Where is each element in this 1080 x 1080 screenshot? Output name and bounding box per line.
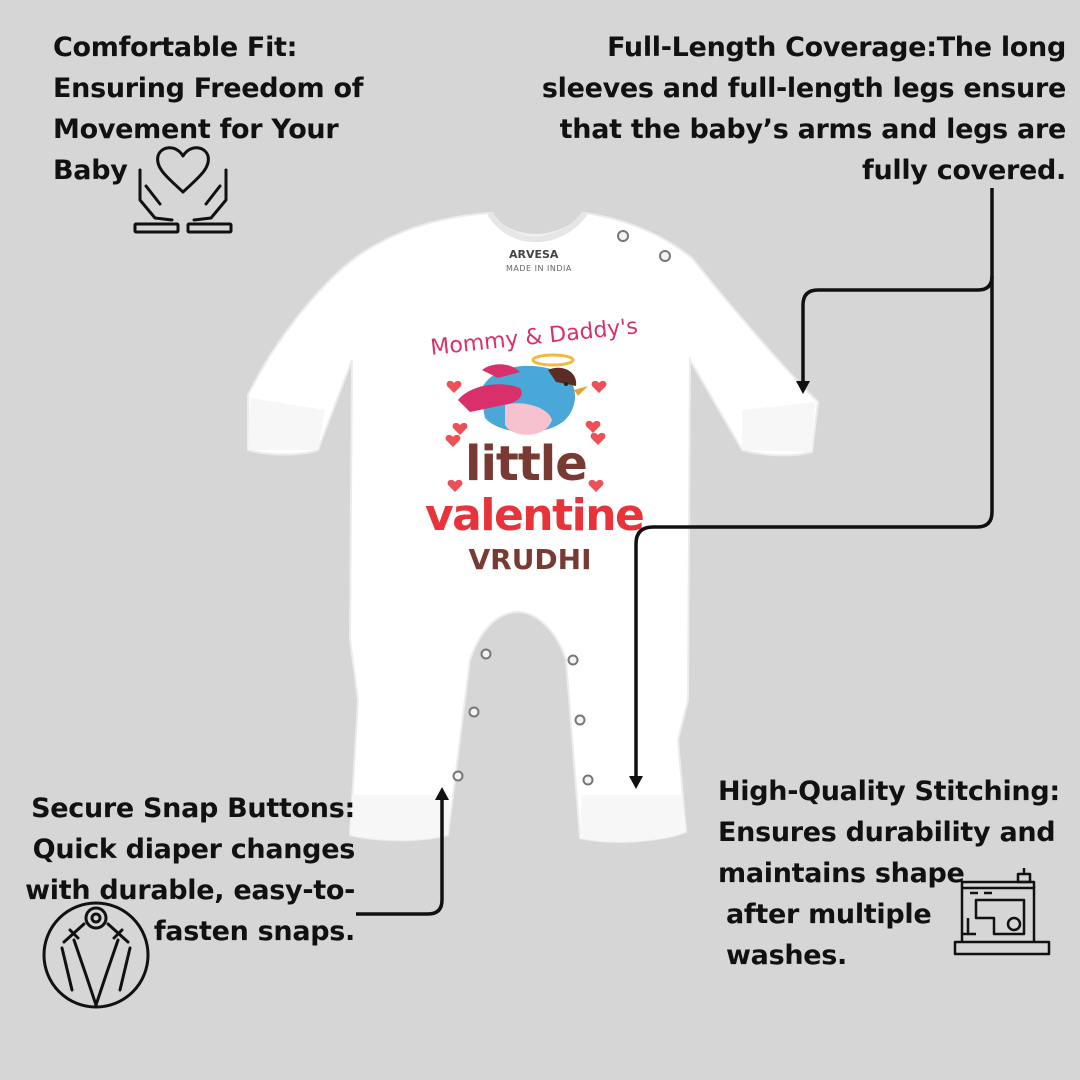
shoulder-snap-1 xyxy=(618,231,628,241)
print-name: VRUDHI xyxy=(468,543,592,576)
coverage-line-1: Full-Length Coverage:The long xyxy=(607,32,1066,63)
comfort-fit-callout xyxy=(53,27,363,191)
print-line3: valentine xyxy=(425,490,644,541)
stitching-line-4: after multiple xyxy=(726,899,932,930)
snaps-line-4: fasten snaps. xyxy=(153,916,355,947)
snaps-line-3: with durable, easy-to- xyxy=(25,875,355,906)
print-line1: Mommy & Daddy's xyxy=(429,314,640,361)
made-in-label: MADE IN INDIA xyxy=(506,264,572,273)
stitching-line-1: High-Quality Stitching: xyxy=(718,776,1060,807)
snaps-line-2: Quick diaper changes xyxy=(32,834,355,865)
print-line2: little xyxy=(465,436,587,492)
shoulder-snap-2 xyxy=(660,251,670,261)
secure-snap-buttons-callout xyxy=(25,788,355,952)
coverage-connector-line xyxy=(803,188,992,384)
comfort-line-1: Comfortable Fit: xyxy=(53,32,298,63)
inseam-snap-1 xyxy=(482,650,491,659)
snaps-line-1: Secure Snap Buttons: xyxy=(31,793,355,824)
stitching-line-5: washes. xyxy=(726,940,847,971)
inseam-snap-3 xyxy=(454,772,463,781)
inseam-snap-5 xyxy=(576,716,585,725)
right-cuff xyxy=(742,402,815,452)
inseam-snap-4 xyxy=(569,656,578,665)
comfort-line-2: Ensuring Freedom of xyxy=(53,73,364,104)
stitching-line-2: Ensures durability and xyxy=(718,817,1056,848)
left-leg-cuff xyxy=(350,795,450,840)
right-leg-cuff xyxy=(580,795,686,842)
coverage-line-4: fully covered. xyxy=(862,155,1066,186)
high-quality-stitching-callout xyxy=(718,771,1060,976)
inseam-snap-2 xyxy=(470,708,479,717)
inseam-snap-6 xyxy=(584,776,593,785)
coverage-line-3: that the baby’s arms and legs are xyxy=(559,114,1066,145)
coverage-line-2: sleeves and full-length legs ensure xyxy=(541,73,1066,104)
comfort-line-4: Baby xyxy=(53,155,128,186)
comfort-line-3: Movement for Your xyxy=(53,114,339,145)
brand-label: ARVESA xyxy=(509,248,559,261)
stitching-line-3: maintains shape xyxy=(718,858,965,889)
full-length-coverage-callout xyxy=(542,27,1066,191)
